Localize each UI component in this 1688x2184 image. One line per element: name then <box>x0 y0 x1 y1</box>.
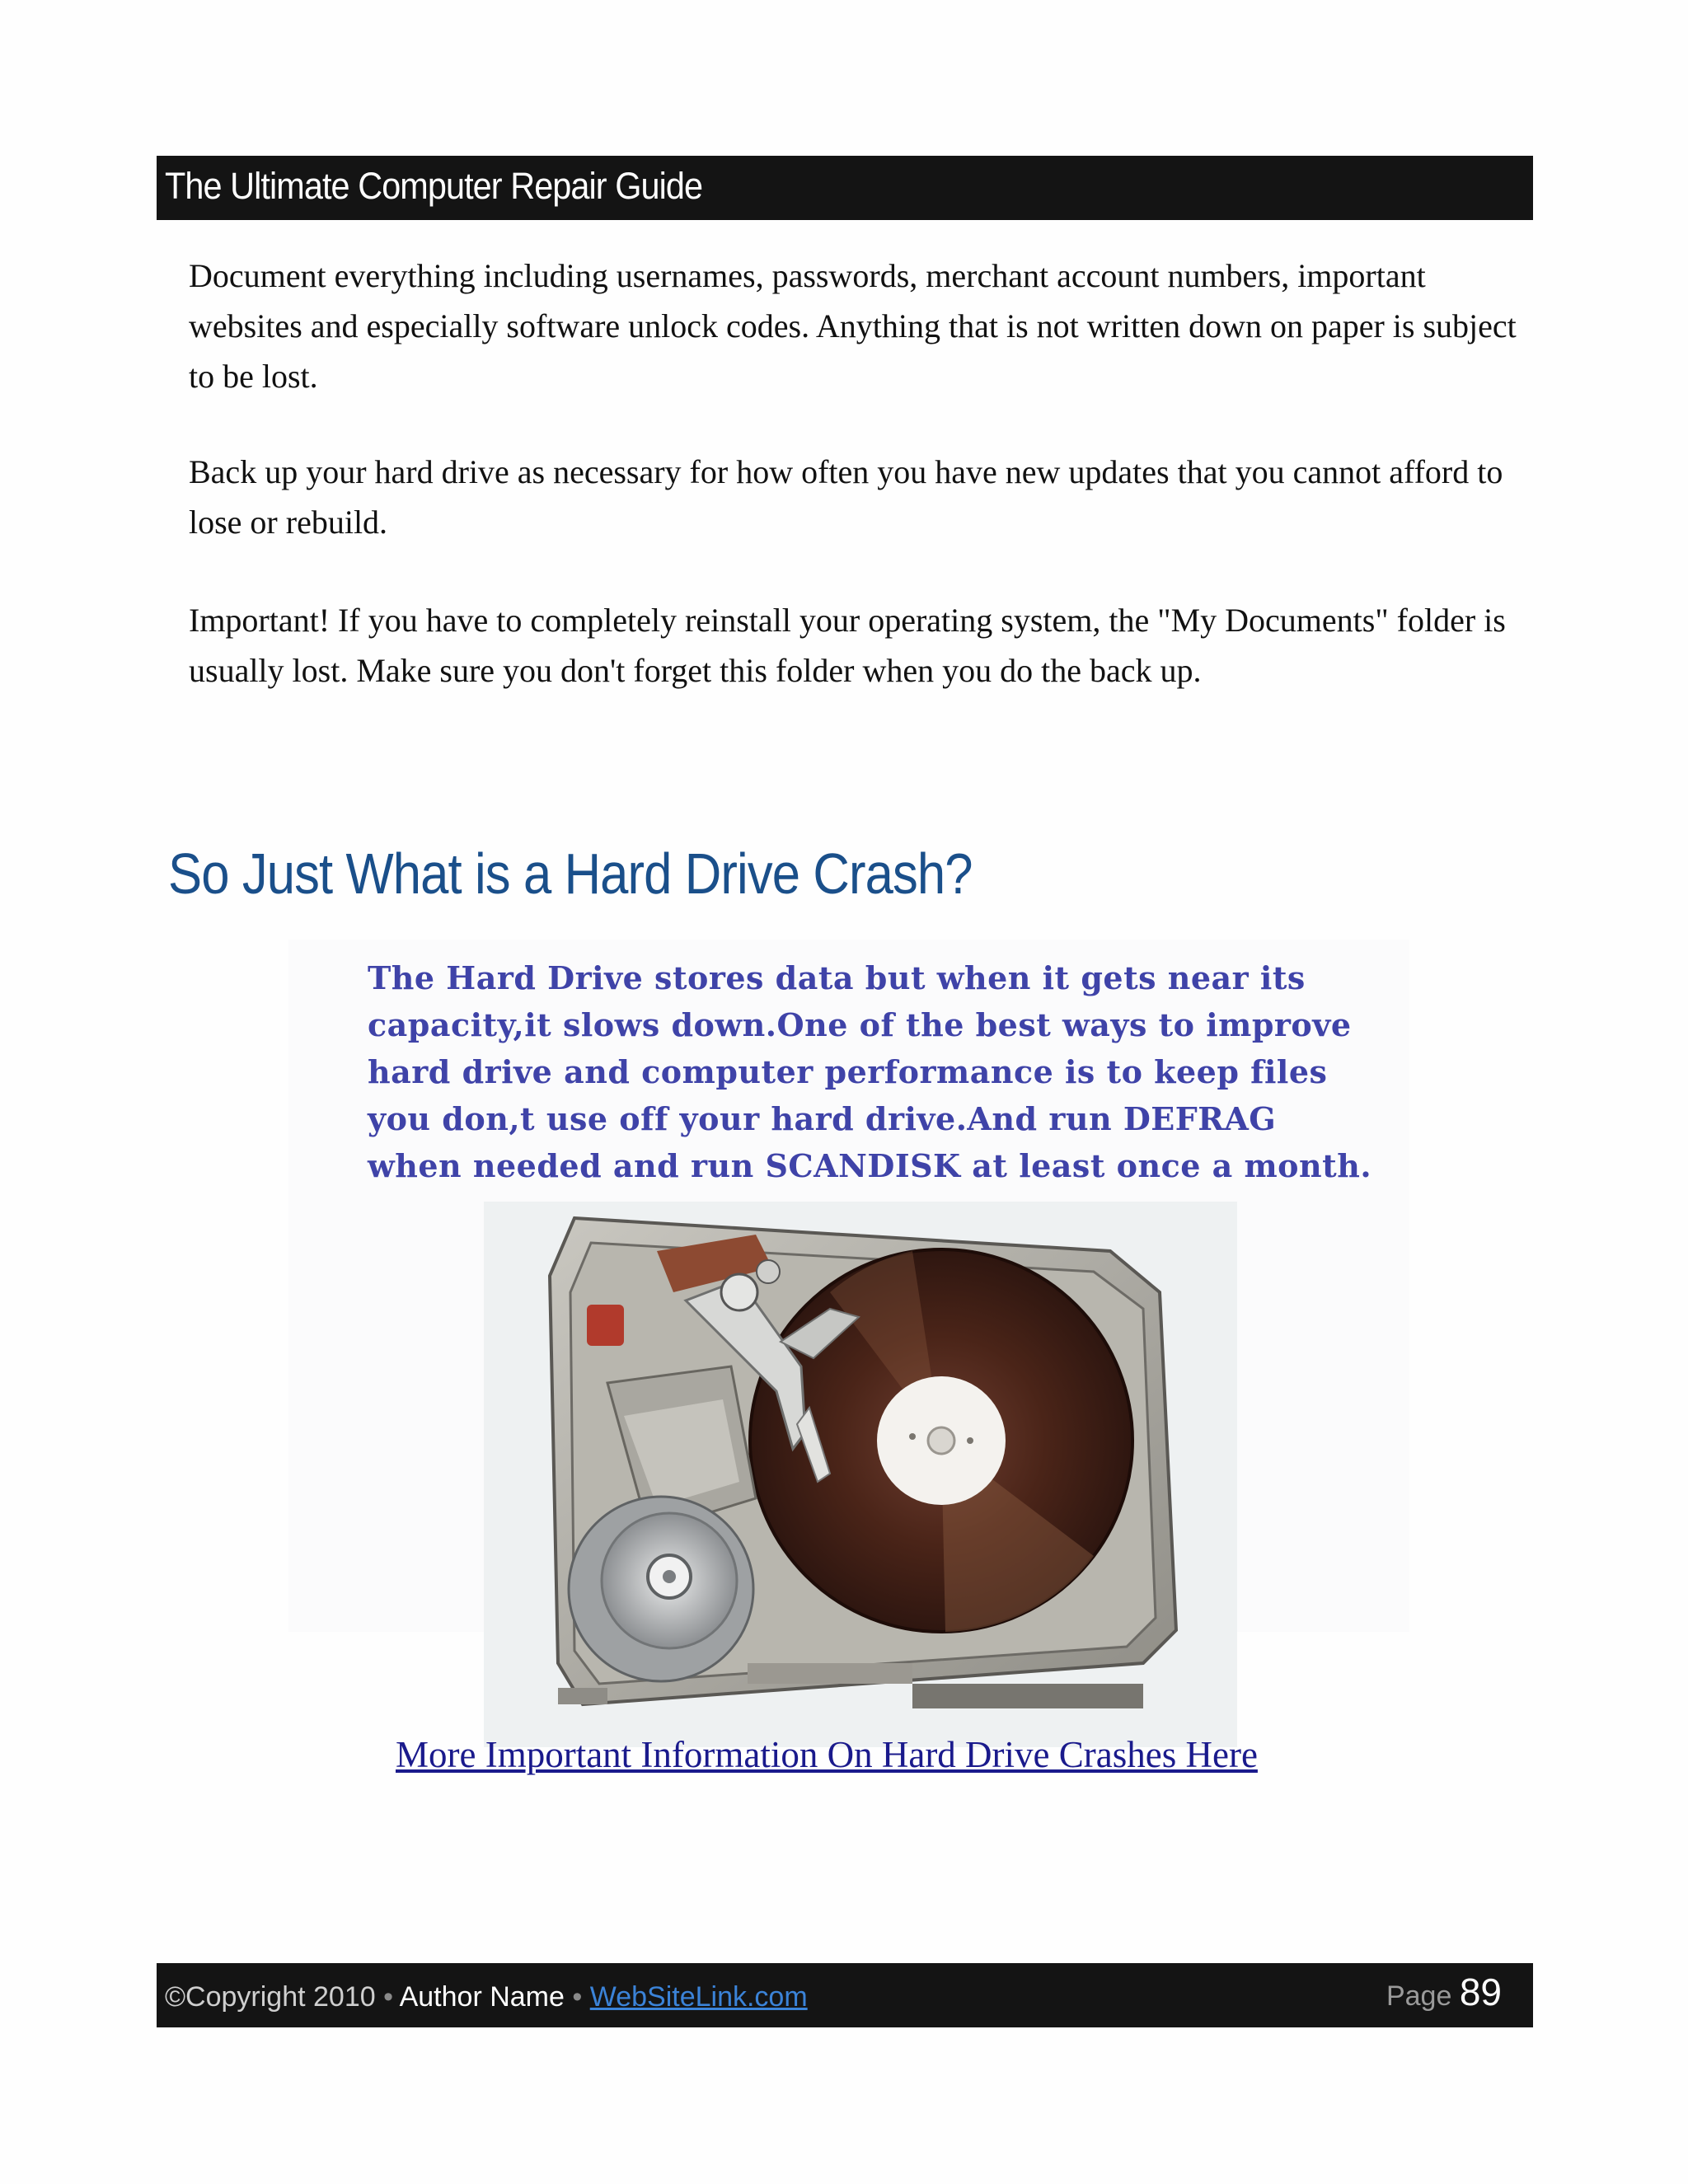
caption-line: The Hard Drive stores data but when it gets near its <box>368 959 1306 996</box>
hard-drive-crash-link[interactable]: More Important Information On Hard Drive Crashes Here <box>396 1734 1258 1775</box>
page-label: Page <box>1386 1980 1452 2012</box>
page-number <box>1386 1970 1502 2014</box>
figure-caption <box>368 954 1373 1189</box>
caption-line: hard drive and computer performance is to keep files <box>368 1053 1328 1090</box>
hard-drive-photo <box>484 1202 1237 1747</box>
footer-bar <box>157 1963 1533 2027</box>
paragraph-documentation: Document everything including usernames, passwords, merchant account numbers, important websites and especially software unlock codes. Anything that is not written down on paper is subject to be lost. <box>189 257 1517 395</box>
footer-credits <box>165 1981 808 2013</box>
website-link[interactable]: WebSiteLink.com <box>589 1981 808 2013</box>
hard-drive-figure <box>288 940 1409 1632</box>
document-title: The Ultimate Computer Repair Guide <box>165 165 703 207</box>
caption-line: when needed and run SCANDISK at least once a month. <box>368 1147 1372 1184</box>
paragraph-backup: Back up your hard drive as necessary for how often you have new updates that you cannot afford to lose or rebuild. <box>189 453 1503 541</box>
paragraph-important: Important! If you have to completely reinstall your operating system, the "My Documents" folder is usually lost. Make sure you don't forget this folder when you do the back up. <box>189 602 1506 689</box>
page-number-value: 89 <box>1459 1971 1502 2013</box>
separator-dot: • <box>572 1981 583 2013</box>
section-heading: So Just What is a Hard Drive Crash? <box>168 841 973 906</box>
header-bar <box>157 156 1533 220</box>
separator-dot: • <box>383 1981 394 2013</box>
caption-line: you don,t use off your hard drive.And run DEFRAG <box>368 1100 1277 1137</box>
caption-line: capacity,it slows down.One of the best ways to improve <box>368 1006 1352 1043</box>
author-name: Author Name <box>399 1981 565 2013</box>
copyright-text: ©Copyright 2010 <box>165 1981 376 2013</box>
